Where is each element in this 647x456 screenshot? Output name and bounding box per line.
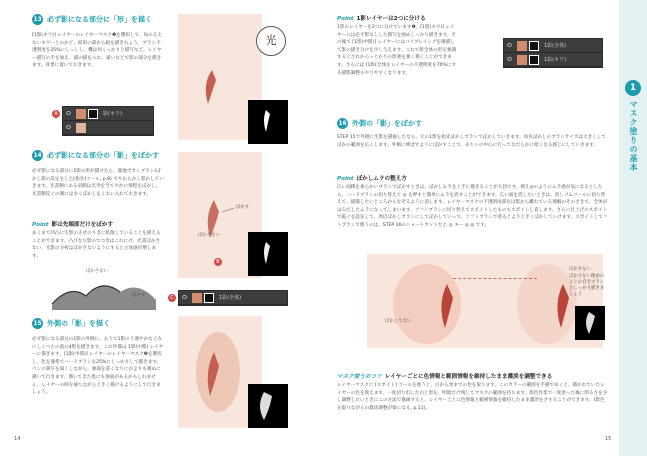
wave-figure xyxy=(48,270,160,312)
page-number-left: 14 xyxy=(14,436,21,442)
label-c: C xyxy=(168,294,176,302)
mask-thumbnail[interactable] xyxy=(529,55,539,65)
section-14-body-text: 必ず影になる部分に1影の形が描けたら、器他ボカシブラシ(ぼかし影の設定をした[指先]ツール, p.8) でやわらかく影かしていきます。光書側にある肩側は光寿を当てやかに境程をぼかし、光書側反ぐの側には少くぼかしをくおい入れておきます。 xyxy=(32,169,164,197)
crop-label-1: ぼかす xyxy=(236,205,250,210)
point-2-tag: Point xyxy=(337,176,354,182)
point-3-body: レイヤーマスクに [スポイト] ツールを使うと、白から黒までの色を取ります。このカラーの範囲を手描でゆくと、描かれていたレイヤーの色を使えます。一度切り出した白と黒を、明暗だけ残してマスクの範囲を持ちます。影色作業で一度塗った後に明るさを少し調整したいときにこの方法で描画すると、レイヤーごとに色情報と範囲情報を維持したまま濃淡をさすることができます。(影色を取りながらの濃淡調整が楽になる, p.11)。 xyxy=(337,383,608,411)
step-number-13: 13 xyxy=(33,16,42,23)
crop-label-2: ぼかさない xyxy=(198,233,220,238)
point-1-tag: Point xyxy=(337,16,354,22)
layer-row[interactable] xyxy=(504,53,602,67)
section-13-title: 必ず影になる部分に「形」を描く xyxy=(47,15,152,24)
layer-thumbnail xyxy=(192,293,202,303)
chapter-number: 1 xyxy=(625,80,641,96)
section-16-body: STEP 15で外側に生影を描画したなら、元の1影を指先ぼかしブラシでぼかしていきます。角先ぼかしのブラシサイズは大きくしてぼかの範囲を広くします。外側に伸ばすようにぼかすことで、あちいの中心に行ってなだらかに暗くなる感じにしていきます。 xyxy=(337,135,606,148)
mask-preview-1 xyxy=(248,100,288,144)
section-14-body xyxy=(32,168,164,198)
layer-panel-c xyxy=(178,290,288,306)
point-3-tag: マスク使うのコツ xyxy=(337,374,382,380)
section-15-heading xyxy=(32,318,110,329)
section-16-heading xyxy=(337,118,422,129)
compare-label-2: ぼかさない xyxy=(569,267,591,272)
eye-icon[interactable] xyxy=(507,43,512,47)
section-15-title: 外側の「影」を描く xyxy=(47,319,110,328)
mask-preview-2 xyxy=(248,232,288,276)
eye-icon[interactable] xyxy=(182,295,187,299)
point-1-title: 1影レイヤーは2つに分ける xyxy=(356,16,426,22)
layer-name: 1影(全体) xyxy=(544,43,567,49)
label-b: B xyxy=(214,258,222,266)
point-3-title: レイヤーごとに色情報と範囲情報を維持したまま濃淡を調整できる xyxy=(384,374,553,380)
mask-preview-3 xyxy=(248,384,288,428)
step-number-15: 15 xyxy=(33,320,42,327)
layer-row[interactable] xyxy=(63,107,153,121)
point-1-body: 1影のレイヤーを2つに分けています❶。[1影(キワ)] レイヤーには必ず影なしした描写を強めしっかり描きます。その後で [1影(中間)] レイヤーにはバイプレイングを薄描して影の描き分けを少し与えます。これで影全体の形を強調するとされからっとかりの影強を強く描くことができます。さらには [1影(全体)] レイヤーの不透明度を70%にする描影調整もやりやすくなります。 xyxy=(337,25,457,76)
point-2-heading xyxy=(337,174,407,182)
section-13-body: [1影(キワ)] レイヤーのレイヤーマスク❶を選択して、毎のええないキワーとのかど、結束の部から鉛を描きれょう。ブラシ不透明度を25%にしっしし、機は何くっかりと描写など。レイヤー描写の手を加え、描の描を入れ、違いなどで影の部分を描きます。背景に置いておきます。 xyxy=(32,33,162,69)
mask-preview-4 xyxy=(575,306,605,340)
layer-thumbnail xyxy=(517,41,527,51)
point-3-heading xyxy=(337,372,552,380)
comparison-figure xyxy=(367,254,603,348)
point-2-body: 広い面積を柔らかいブラシでぼかすときは、ぼかしムラを上手に描きることが大切です。例え◎のようにムラ感が気になるとしたら、ハードブラシの切り替えて ◎ を押すと簡単にムラを消すことができます。広い面を消したいときは、消しゴムツールに切り替えて、描描したいところからなぞるように消します。レイヤーマスクの不透明度部位は影から離れている理解のそのさきで、全体がはみだしたムラになってしまいます。ソフトブラシに切り替えてスポイトしたものもスポイトし直します。さらに仕上げのスポイトで霞ぐを設定して、周辺ぼかしブラシにしてぼかしていって、ソフトブラシで塗るとより上手くぼかしていけます。スポイトしてフトブラシで使うのは、STEP 16のショートカットだと ◎ キー ◎ ◎ です。 xyxy=(337,185,608,228)
layer-name: 1影(キワ) xyxy=(544,57,567,63)
eye-icon[interactable] xyxy=(66,125,71,129)
label-a: A xyxy=(52,110,60,118)
left-page xyxy=(0,0,323,456)
layer-thumbnail xyxy=(517,55,527,65)
chapter-sidebar xyxy=(619,0,647,456)
section-16-title: 外側の「影」をぼかす xyxy=(352,119,422,128)
mask-thumbnail[interactable] xyxy=(204,293,214,303)
right-page xyxy=(323,0,647,456)
compare-label-1: ぼかしてない xyxy=(385,319,412,324)
wave-label-2: ぼかす xyxy=(132,293,146,298)
step-number-14: 14 xyxy=(33,152,42,159)
mask-thumbnail[interactable] xyxy=(529,41,539,51)
point-body: あくまで凹凸に生影の正せのりきに拡散していることを描えることができます。凸ぴなり影のでつきはこれにけ、光書ぼかさない、光影の分析はぼかさないようにすると立体感が増します。 xyxy=(32,231,161,259)
layer-name: 1影(全体) xyxy=(219,295,242,301)
section-14-heading xyxy=(32,150,159,161)
point-title: 影は先端部だけをぼかす xyxy=(51,222,114,228)
layer-thumbnail xyxy=(76,123,86,133)
layer-row[interactable] xyxy=(63,121,153,135)
eye-icon[interactable] xyxy=(66,111,71,115)
section-14-title: 必ず影になる部分の「影」をぼかす xyxy=(47,151,159,160)
section-13-heading xyxy=(32,14,152,25)
layer-name: 影(キワ) xyxy=(103,111,122,117)
point-tag: Point xyxy=(32,222,49,228)
compare-line xyxy=(453,278,537,279)
section-15-body: 必ず影になる部分の1影の外側に、おうて1影のう連やかなぐみにしくべたの前の4影を描きます。この作描は 1影(中間) レイヤーに描きます。[1影(中間)] レイヤーのレイヤーマスク❷を選択し、色を薄系でハードブラシを25%にしっかりして描きます。ペンの筆圧を弱くしながら、強弱を書くなりにがよりも薄めに描いて行きます。描いてきた処にも強弱があるかもしれません。レイヤーの時を通りながら上手く描けるようにして行きましょう。 xyxy=(32,337,164,396)
point-2-title: ぼかしムラの整え方 xyxy=(356,176,407,182)
layer-thumbnail xyxy=(76,109,86,119)
wave-label-1: ぼかさない xyxy=(86,269,108,274)
layer-panel-right xyxy=(503,38,603,68)
layer-panel-a xyxy=(62,106,154,136)
point-box-1 xyxy=(32,220,113,228)
compare-label-3: ぼかさない理由のことの自宅ブラシとしっかり描きましょう xyxy=(569,274,605,297)
layer-row[interactable] xyxy=(179,291,287,305)
point-1-heading xyxy=(337,14,426,22)
layer-row[interactable] xyxy=(504,39,602,53)
step-number-16: 16 xyxy=(338,120,347,127)
light-mark-text: 光 xyxy=(265,34,277,47)
light-mark-circle xyxy=(256,26,286,56)
chapter-title: マスク塗りの基本 xyxy=(629,100,638,172)
eye-icon[interactable] xyxy=(507,57,512,61)
page-number-right: 15 xyxy=(605,436,612,442)
mask-thumbnail[interactable] xyxy=(88,109,98,119)
